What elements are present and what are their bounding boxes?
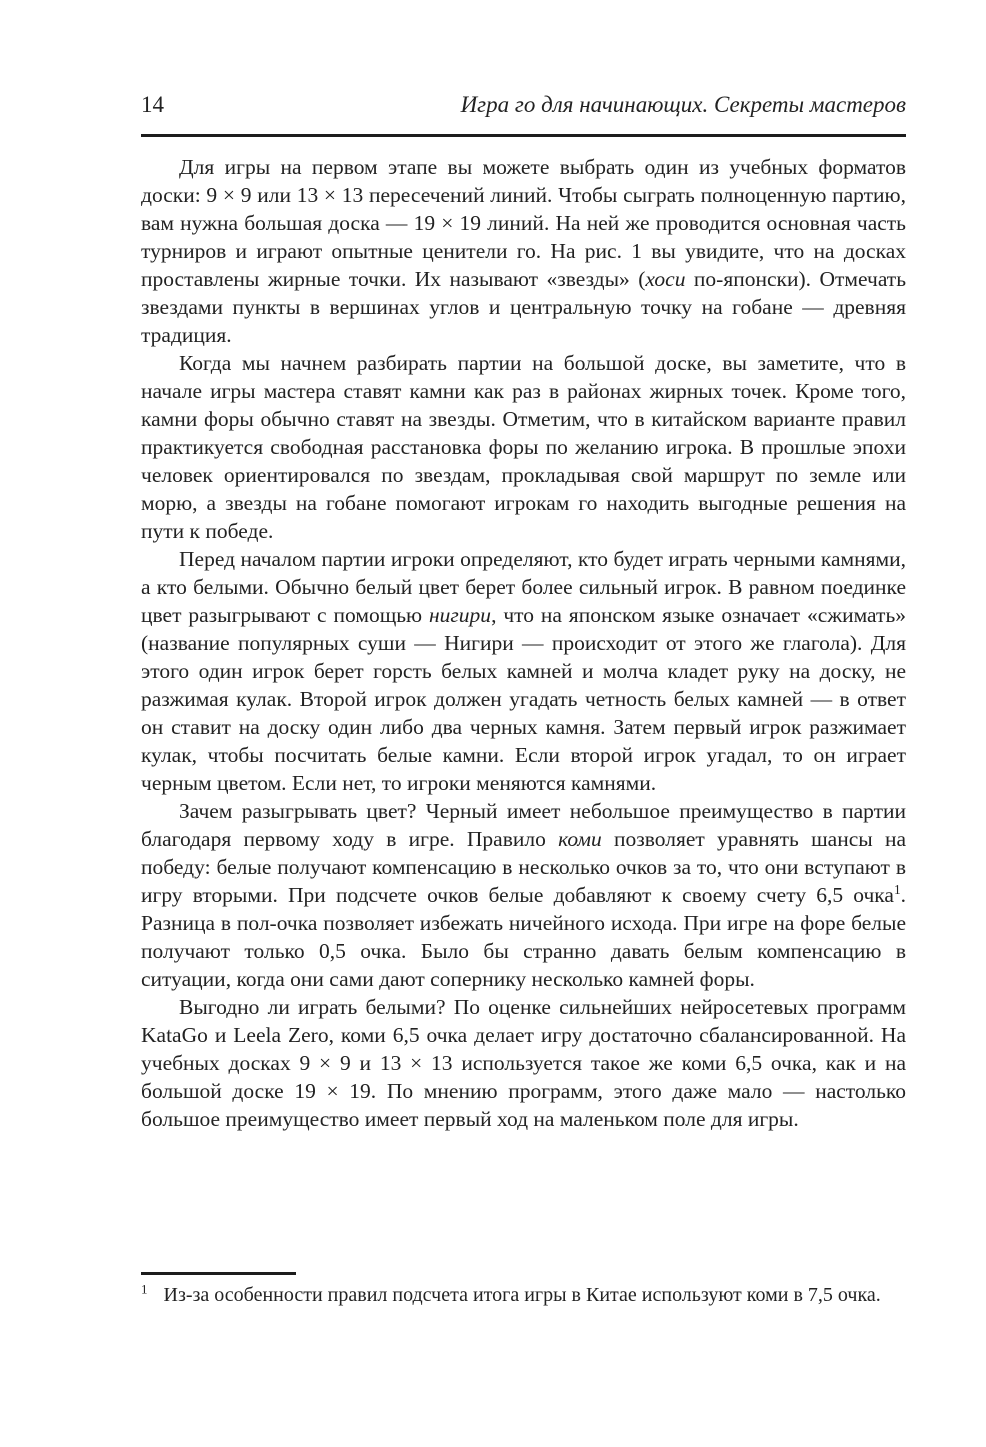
paragraph: Когда мы начнем разбирать партии на большой доске, вы заметите, что в начале игры мастера ставят камни как раз в районах жирных точек. Кроме того, камни форы обычно ставят на звезды. Отметим, что в китайском варианте правил практикуется свободная расстановка форы по желанию игрока. В прошлые эпохи человек ориентировался по звездам, прокладывая свой маршрут по земле или морю, а звезды на гобане помогают игрокам го находить выгодные решения на пути к победе. xyxy=(141,351,906,543)
page-header xyxy=(141,92,906,118)
footnote-marker: 1 xyxy=(141,1281,148,1297)
footnote-text: Из-за особенности правил подсчета итога игры в Китае используют коми в 7,5 очка. xyxy=(163,1284,881,1306)
running-title: Игра го для начинающих. Секреты мастеров xyxy=(460,92,906,117)
page-number: 14 xyxy=(141,92,164,117)
footnote-line xyxy=(141,1282,906,1308)
body-text xyxy=(141,153,906,1133)
footnote-rule xyxy=(141,1272,296,1275)
paragraph: Зачем разыгрывать цвет? Черный имеет небольшое преимущество в партии благодаря первому ходу в игре. Правило коми позволяет уравнять шансы на победу: белые получают компенсацию в несколько очков за то, что они вступают в игру вторыми. При подсчете очков белые добавляют к своему счету 6,5 очка$^1$. Разница в пол-очка позволяет избежать ничейного исхода. При игре на форе белые получают только 0,5 очка. Было бы странно давать белым компенсацию в ситуации, когда они сами дают сопернику несколько камней форы. xyxy=(141,799,906,991)
header-rule xyxy=(141,134,906,137)
footnote xyxy=(141,1272,906,1308)
paragraph: Выгодно ли играть белыми? По оценке сильнейших нейросетевых программ KataGo и Leela Zero, коми 6,5 очка делает игру достаточно сбалансированной. На учебных досках 9 × 9 и 13 × 13 используется такое же коми 6,5 очка, как и на большой доске 19 × 19. По мнению программ, этого даже мало — настолько большое преимущество имеет первый ход на маленьком поле для игры. xyxy=(141,995,906,1131)
paragraph: Для игры на первом этапе вы можете выбрать один из учебных форматов доски: 9 × 9 или 13 × 13 пересечений линий. Чтобы сыграть полноценную партию, вам нужна большая доска — 19 × 19 линий. На ней же проводится основная часть турниров и играют опытные ценители го. На рис. 1 вы увидите, что на досках проставлены жирные точки. Их называют «звезды» (хоси по-японски). Отмечать звездами пункты в вершинах углов и центральную точку на гобане — древняя традиция. xyxy=(141,155,907,347)
paragraph: Перед началом партии игроки определяют, кто будет играть черными камнями, а кто белыми. Обычно белый цвет берет более сильный игрок. В равном поединке цвет разыгрывают с помощью нигири, что на японском языке означает «сжимать» (название популярных суши — Нигири — происходит от этого же глагола). Для этого один игрок берет горсть белых камней и молча кладет руку на доску, не разжимая кулак. Второй игрок должен угадать четность белых камней — в ответ он ставит на доску один либо два черных камня. Затем первый игрок разжимает кулак, чтобы посчитать белые камни. Если второй игрок угадал, то он играет черным цветом. Если нет, то игроки меняются камнями. xyxy=(141,547,906,795)
